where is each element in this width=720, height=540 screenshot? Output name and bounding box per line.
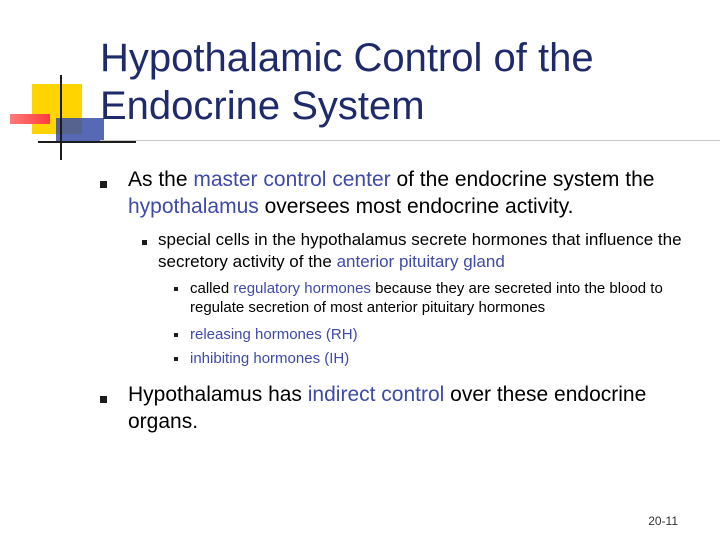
highlight-inhibiting-hormones: inhibiting hormones (IH) bbox=[190, 350, 350, 367]
bullet-special-cells bbox=[158, 229, 703, 273]
bullet-releasing-hormones bbox=[190, 325, 700, 344]
bullet-text: over these endocrine organs. bbox=[128, 383, 647, 433]
highlight-anterior-pituitary-gland: anterior pituitary gland bbox=[336, 252, 505, 271]
bullet-inhibiting-hormones bbox=[190, 349, 700, 368]
bullet-square-icon bbox=[174, 287, 178, 291]
bullet-indirect-control bbox=[128, 381, 648, 435]
page-number: 20-11 bbox=[648, 514, 678, 528]
highlight-releasing-hormones: releasing hormones (RH) bbox=[190, 326, 358, 343]
bullet-square-icon bbox=[174, 333, 178, 337]
slide-title: Hypothalamic Control of the Endocrine System bbox=[100, 36, 594, 128]
highlight-master-control-center: master control center bbox=[193, 168, 391, 191]
bullet-text: Hypothalamus has bbox=[128, 383, 308, 406]
decorative-vertical-line bbox=[60, 75, 62, 160]
bullet-text: of the endocrine system the bbox=[390, 168, 655, 191]
highlight-hypothalamus: hypothalamus bbox=[128, 195, 259, 218]
bullet-square-icon bbox=[142, 240, 147, 245]
bullet-square-icon bbox=[100, 181, 107, 188]
bullet-text: As the bbox=[128, 168, 194, 191]
decorative-red-bar bbox=[10, 114, 50, 124]
title-underline bbox=[100, 140, 720, 141]
bullet-text: oversees most endocrine activity. bbox=[258, 195, 574, 218]
highlight-indirect-control: indirect control bbox=[307, 383, 445, 406]
bullet-text: called bbox=[190, 280, 234, 297]
bullet-square-icon bbox=[174, 357, 178, 361]
bullet-regulatory-hormones bbox=[190, 279, 700, 317]
bullet-master-control bbox=[128, 166, 708, 220]
bullet-square-icon bbox=[100, 396, 107, 403]
bullet-text: because they are secreted into the blood to regulate secretion of most anterior pituitary hormones bbox=[190, 280, 663, 316]
highlight-regulatory-hormones: regulatory hormones bbox=[233, 280, 371, 297]
decorative-blue-block bbox=[56, 118, 104, 142]
bullet-text: special cells in the hypothalamus secrete hormones that influence the secretory activity of the bbox=[158, 230, 682, 271]
decorative-horizontal-line bbox=[38, 141, 136, 143]
